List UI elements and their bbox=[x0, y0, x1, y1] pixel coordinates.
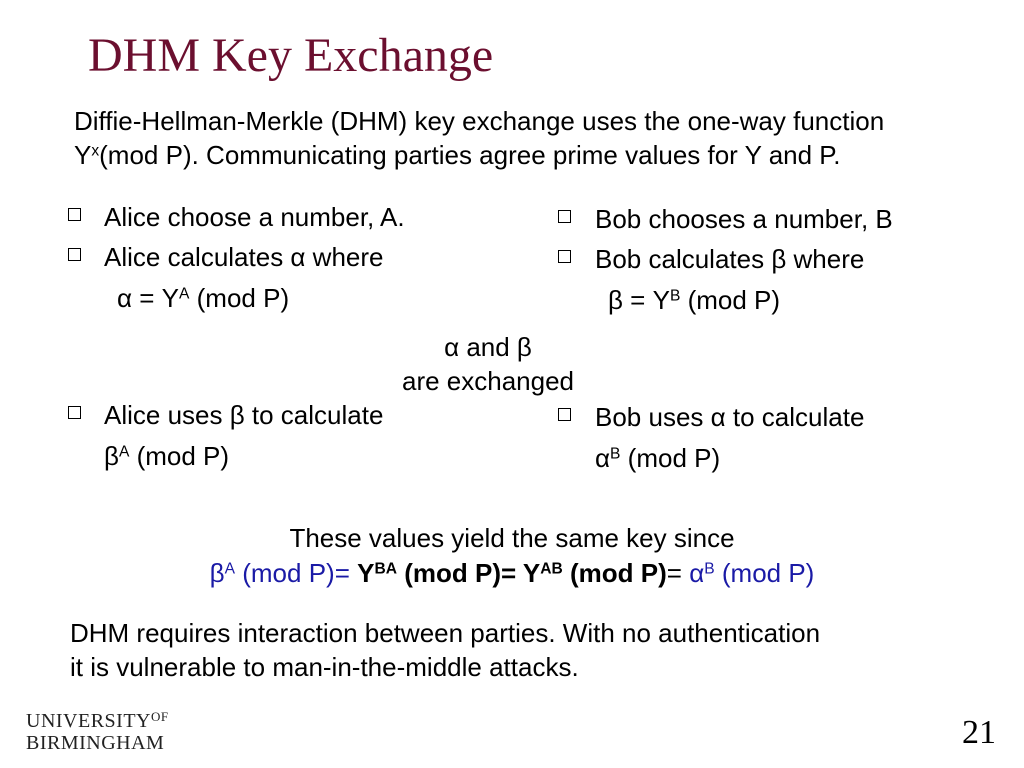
eq-part-3: = bbox=[666, 558, 690, 588]
exchange-line-1: α and β bbox=[444, 332, 532, 362]
bullet-square-icon bbox=[558, 408, 571, 421]
alice-result: $\beta^A$ (mod P) bbox=[104, 441, 230, 471]
alice-bullet-2: Alice calculates α where bbox=[104, 242, 384, 272]
page-number: 21 bbox=[962, 714, 996, 751]
eq-part-1: $\beta^A$ (mod P)= bbox=[209, 558, 358, 588]
exchange-note bbox=[388, 330, 588, 398]
bullet-square-icon bbox=[68, 248, 81, 261]
alice-bullet-3: Alice uses β to calculate bbox=[104, 400, 384, 430]
bullet-square-icon bbox=[558, 210, 571, 223]
eq-part-4: $\alpha^B$ (mod P) bbox=[689, 558, 815, 588]
bob-bullet-3: Bob uses α to calculate bbox=[595, 402, 865, 432]
slide-title: DHM Key Exchange bbox=[88, 29, 494, 82]
bob-bullet-1: Bob chooses a number, B bbox=[595, 204, 893, 234]
same-key-text: These values yield the same key since bbox=[289, 523, 735, 553]
exchange-line-2: are exchanged bbox=[401, 366, 575, 396]
intro-line-1: Diffie-Hellman-Merkle (DHM) key exchange uses the one-way function bbox=[74, 106, 885, 136]
university-logo: $UNIVERSITY^{OF}$ BIRMINGHAM bbox=[26, 709, 169, 754]
alice-bullet-1: Alice choose a number, A. bbox=[104, 202, 405, 232]
bob-result: $\alpha^B$ (mod P) bbox=[595, 443, 721, 473]
bullet-square-icon bbox=[68, 208, 81, 221]
bullet-square-icon bbox=[68, 406, 81, 419]
intro-paragraph bbox=[74, 104, 884, 172]
bob-bullet-2: Bob calculates β where bbox=[595, 244, 865, 274]
eq-part-2: $Y^{BA}$ (mod $P)= Y^{AB}$ (mod P) bbox=[357, 558, 667, 588]
bob-equation: $\beta = Y^B$ (mod P) bbox=[608, 285, 781, 315]
outro-line-1: DHM requires interaction between parties. With no authentication bbox=[70, 618, 821, 648]
outro-paragraph bbox=[70, 616, 820, 684]
key-equation bbox=[0, 556, 1024, 590]
outro-line-2: it is vulnerable to man-in-the-middle attacks. bbox=[70, 652, 579, 682]
bullet-square-icon bbox=[558, 250, 571, 263]
alice-equation: $\alpha = Y^A$ (mod P) bbox=[117, 283, 290, 313]
intro-line-2: $Y^x(mod$ P). Communicating parties agree prime values for Y and P. bbox=[74, 140, 841, 170]
